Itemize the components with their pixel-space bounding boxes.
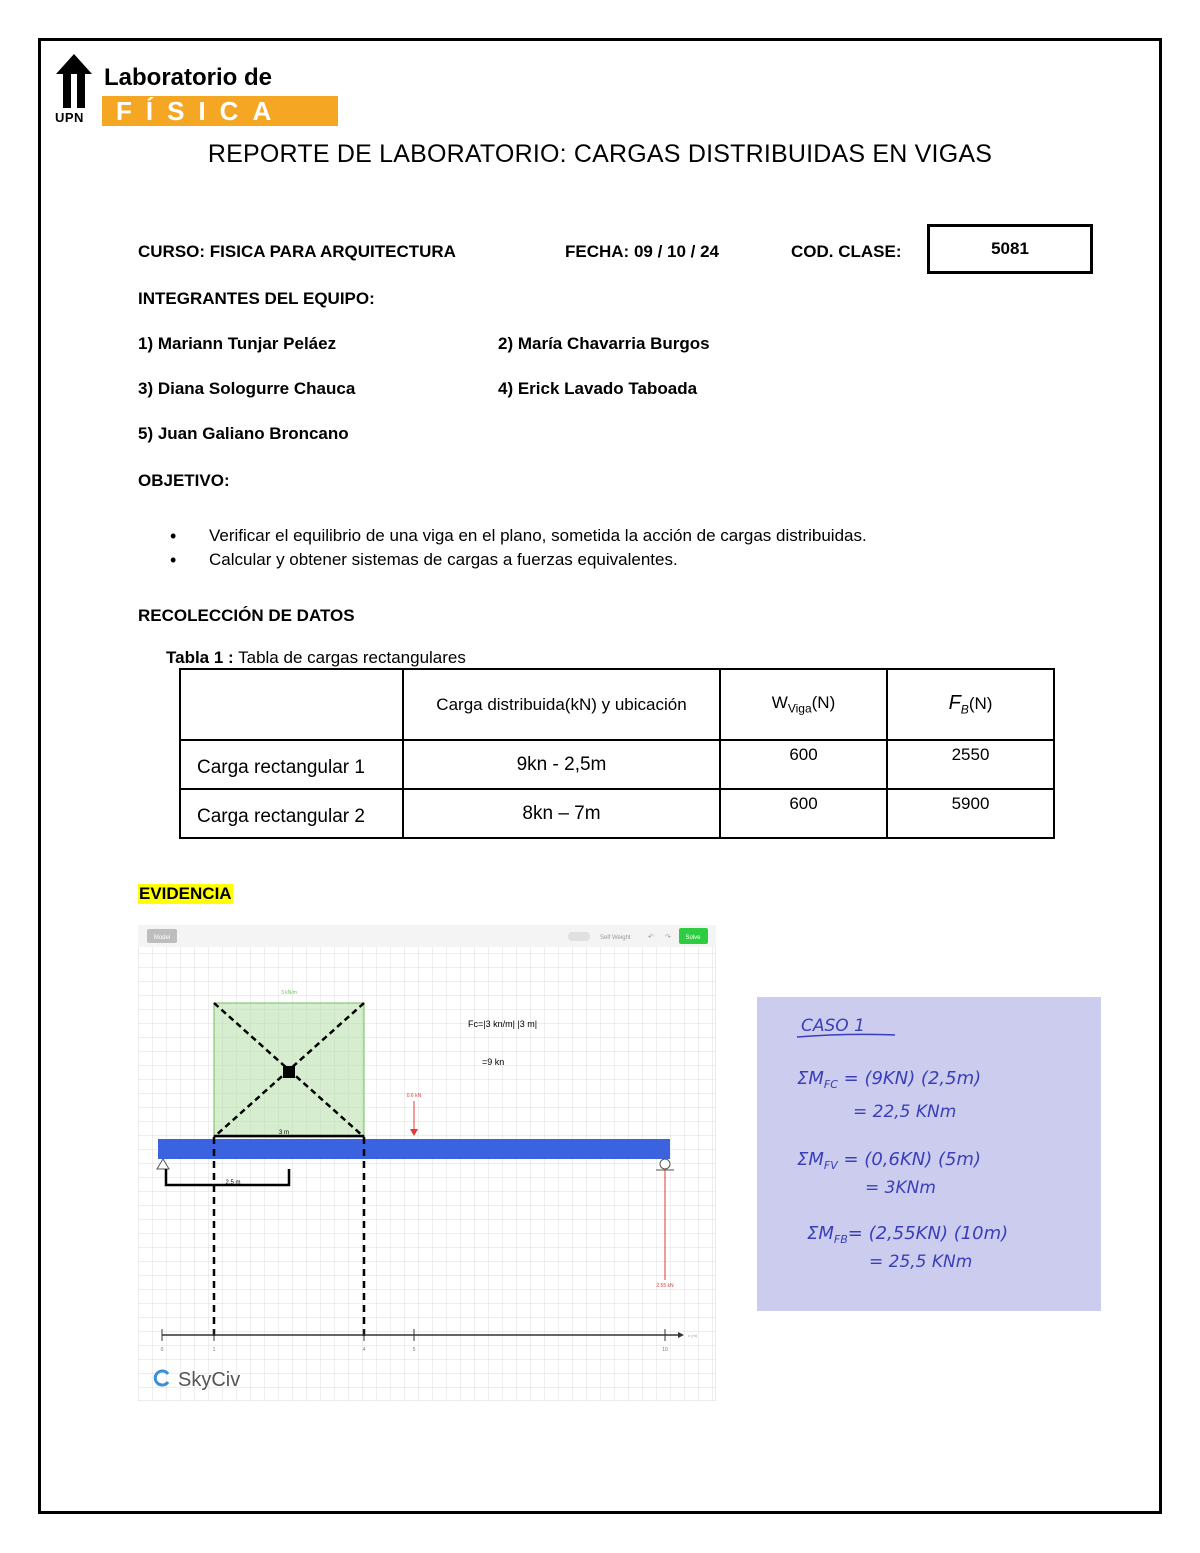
table-caption (166, 648, 466, 668)
table-header-row (180, 669, 1054, 740)
header-fb-unit: (N) (968, 694, 993, 714)
class-code-box (927, 224, 1093, 274)
team-member: 4) Erick Lavado Taboada (498, 379, 698, 398)
header-fb-symbol: F (948, 692, 961, 715)
team-member: 5) Juan Galiano Broncano (138, 424, 349, 443)
header-fb-sub: B (960, 702, 969, 717)
table-row (180, 740, 1054, 789)
objective-list (170, 524, 867, 572)
header-cell-weight (720, 669, 887, 740)
objective-item: • Calcular y obtener sistemas de cargas a fuerzas equivalentes. (170, 548, 867, 572)
note-line: $ƩM_{FB}= (2,55KN)$ (10m) (807, 1223, 1009, 1246)
row-weight: 600 (720, 789, 887, 838)
load-centroid (283, 1066, 295, 1078)
note-line: $ƩM_{FV} = (0,6KN)$ (5m) (797, 1149, 981, 1172)
reaction-label: 2.55 kN (656, 1283, 674, 1289)
skyciv-brand: SkyCiv (178, 1369, 241, 1391)
objective-item: • Verificar el equilibrio de una viga en el plano, sometida la acción de cargas distribuidas. (170, 524, 867, 548)
axis-tick-label: 0 (160, 1347, 164, 1353)
note-line: = 22,5 KNm (853, 1102, 957, 1122)
row-load: 8kn – 7m (403, 789, 720, 838)
header-cell-fb (887, 669, 1054, 740)
logo-line1: Laboratorio de (104, 64, 273, 91)
dim-bottom-label: 2.5 m (225, 1180, 241, 1186)
row-weight: 600 (720, 740, 887, 789)
course-label: CURSO: FISICA PARA ARQUITECTURA (138, 242, 456, 261)
table-caption-text: Tabla de cargas rectangulares (233, 648, 466, 667)
note-title: CASO 1 (801, 1016, 865, 1036)
roller-support-icon[interactable] (660, 1159, 670, 1169)
note-line: $ƩM_{FC} = (9KN)$ (2,5m) (797, 1068, 982, 1091)
undo-icon[interactable]: ↶ (648, 934, 654, 941)
logo-badge: UPN (55, 110, 84, 125)
team-member: 3) Diana Sologurre Chauca (138, 379, 356, 398)
row-name: Carga rectangular 2 (180, 789, 403, 838)
class-code-value: 5081 (991, 239, 1029, 258)
team-member: 2) María Chavarria Burgos (498, 334, 710, 353)
beam[interactable] (158, 1139, 670, 1159)
team-member: 1) Mariann Tunjar Peláez (138, 334, 337, 353)
date-label: FECHA: 09 / 10 / 24 (565, 242, 720, 261)
axis-unit: x (m) (688, 1333, 698, 1338)
upn-logo (52, 52, 292, 128)
solve-button-label: Solve (685, 935, 701, 941)
note-line: = 3KNm (865, 1178, 936, 1198)
loads-table (179, 668, 1055, 839)
row-fb: 2550 (887, 740, 1054, 789)
skyciv-screenshot (138, 925, 716, 1401)
point-load-label: 0.6 kN (406, 1093, 422, 1099)
header-cell-load: Carga distribuida(kN) y ubicación (403, 669, 720, 740)
axis-tick-label: 5 (412, 1347, 416, 1353)
report-title: REPORTE DE LABORATORIO: CARGAS DISTRIBUIDAS EN VIGAS (207, 140, 993, 168)
formula-line2: =9 kn (482, 1057, 505, 1067)
handwritten-note-photo (757, 997, 1101, 1311)
table-row (180, 789, 1054, 838)
data-heading: RECOLECCIÓN DE DATOS (138, 606, 355, 625)
axis-tick-label: 10 (662, 1347, 668, 1353)
axis-tick-label: 4 (362, 1347, 366, 1353)
logo-line2: FÍSICA (102, 96, 338, 126)
team-heading: INTEGRANTES DEL EQUIPO: (138, 289, 375, 308)
load-label: 3 kN/m (281, 990, 297, 996)
header-weight-unit: (N) (811, 693, 836, 713)
formula-line1: Fc=|3 kn/m| |3 m| (468, 1019, 538, 1029)
dim-top-label: 3 m (278, 1130, 290, 1136)
axis-tick-label: 1 (212, 1347, 216, 1353)
class-code-label: COD. CLASE: (791, 242, 902, 261)
header-weight-symbol: W (771, 693, 788, 713)
row-name: Carga rectangular 1 (180, 740, 403, 789)
row-load: 9kn - 2,5m (403, 740, 720, 789)
row-fb: 5900 (887, 789, 1054, 838)
objective-heading: OBJETIVO: (138, 471, 230, 490)
evidence-heading: EVIDENCIA (139, 884, 232, 903)
header-weight-sub: Viga (787, 701, 812, 716)
redo-icon[interactable]: ↷ (665, 934, 671, 941)
model-button-label: Model (153, 935, 171, 941)
header-cell-empty (180, 669, 403, 740)
note-line: = 25,5 KNm (869, 1252, 973, 1272)
self-weight-label: Self Weight (600, 935, 631, 941)
self-weight-toggle[interactable] (568, 932, 590, 941)
table-caption-number: Tabla 1 : (166, 648, 234, 667)
